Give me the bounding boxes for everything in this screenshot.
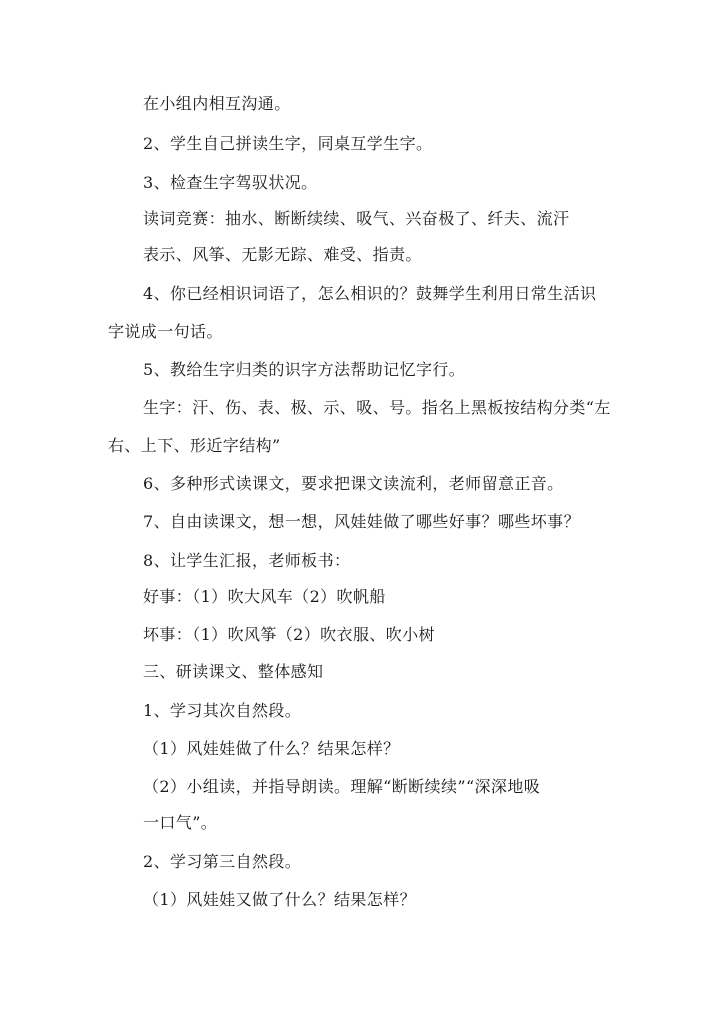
text-line: 1、学习其次自然段。 bbox=[143, 701, 302, 720]
text-line: 6、多种形式读课文，要求把课文读流利，老师留意正音。 bbox=[143, 474, 564, 493]
text-line: 读词竞赛：抽水、断断续续、吸气、兴奋极了、纤夫、流汗 bbox=[143, 209, 570, 228]
text-line: 字说成一句话。 bbox=[108, 322, 223, 341]
text-line: 三、研读课文、整体感知 bbox=[143, 662, 324, 681]
text-line: （2）小组读，并指导朗读。理解“断断续续”“深深地吸 bbox=[143, 777, 541, 796]
text-line: 在小组内相互沟通。 bbox=[143, 94, 291, 113]
text-line: 表示、风筝、无影无踪、难受、指责。 bbox=[143, 245, 422, 264]
text-line: 2、学习第三自然段。 bbox=[143, 852, 302, 871]
text-line: 4、你已经相识词语了，怎么相识的？鼓舞学生利用日常生活识 bbox=[143, 284, 597, 303]
text-line: 右、上下、形近字结构” bbox=[108, 436, 281, 455]
text-line: 5、教给生字归类的识字方法帮助记忆字行。 bbox=[143, 360, 466, 379]
text-line: 好事：（1）吹大风车（2）吹帆船 bbox=[143, 587, 386, 606]
text-line: 生字：汗、伤、表、极、示、吸、号。指名上黑板按结构分类“左 bbox=[143, 398, 611, 417]
text-line: 3、检查生字驾驭状况。 bbox=[143, 173, 318, 192]
text-line: （1）风娃娃做了什么？结果怎样？ bbox=[143, 739, 400, 758]
text-line: （1）风娃娃又做了什么？结果怎样？ bbox=[143, 890, 416, 909]
text-line: 2、学生自己拼读生字，同桌互学生字。 bbox=[143, 134, 433, 153]
text-line: 坏事：（1）吹风筝（2）吹衣服、吹小树 bbox=[143, 625, 435, 644]
text-line: 8、让学生汇报，老师板书： bbox=[143, 551, 351, 570]
text-line: 一口气”。 bbox=[143, 813, 218, 832]
text-line: 7、自由读课文，想一想，风娃娃做了哪些好事？哪些坏事？ bbox=[143, 512, 580, 531]
